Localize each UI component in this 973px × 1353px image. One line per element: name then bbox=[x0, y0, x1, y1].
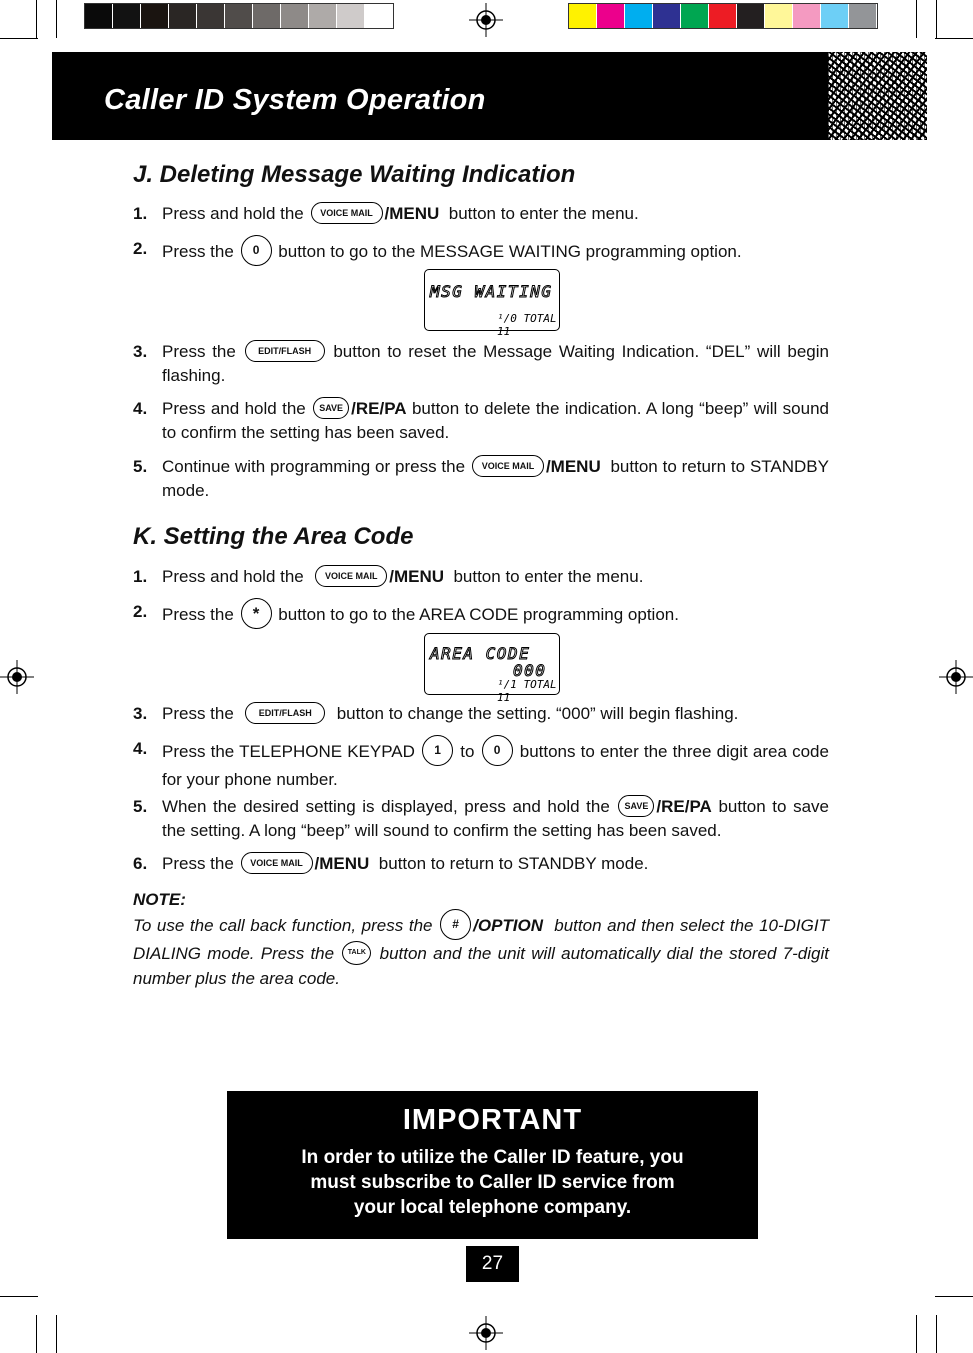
crop-mark bbox=[935, 1296, 973, 1297]
registration-mark-left bbox=[0, 660, 34, 694]
header-noise-pattern bbox=[828, 52, 927, 140]
important-title: IMPORTANT bbox=[402, 1104, 583, 1136]
hash-key-icon: # bbox=[440, 909, 471, 940]
color-swatch bbox=[597, 4, 625, 28]
note-label: NOTE: bbox=[133, 890, 186, 909]
edit-flash-key-icon: EDIT/FLASH bbox=[245, 702, 325, 724]
registration-mark-top bbox=[469, 3, 503, 37]
color-swatch bbox=[765, 4, 793, 28]
color-swatch bbox=[653, 4, 681, 28]
color-swatch bbox=[253, 4, 281, 28]
color-swatch bbox=[113, 4, 141, 28]
section-k-step-6: 6. Press the VOICE MAIL /MENU button to return to STANDBY mode. bbox=[133, 852, 829, 876]
voice-mail-key-icon: VOICE MAIL bbox=[315, 565, 387, 587]
crop-mark bbox=[0, 38, 38, 39]
section-j-step-1: 1. Press and hold the VOICE MAIL /MENU button to enter the menu. bbox=[133, 202, 829, 226]
crop-mark bbox=[36, 1315, 37, 1353]
color-swatch bbox=[309, 4, 337, 28]
section-k-step-2: 2. Press the * button to go to the AREA CODE programming option. bbox=[133, 600, 829, 631]
section-j-heading: J. Deleting Message Waiting Indication bbox=[133, 161, 576, 188]
crop-mark bbox=[935, 38, 973, 39]
color-swatch bbox=[709, 4, 737, 28]
save-key-icon: SAVE bbox=[313, 397, 349, 419]
color-swatch bbox=[793, 4, 821, 28]
section-j-step-2: 2. Press the 0 button to go to the MESSAGE WAITING programming option. bbox=[133, 237, 829, 268]
voice-mail-key-icon: VOICE MAIL bbox=[472, 455, 544, 477]
color-swatch bbox=[849, 4, 877, 28]
save-key-icon: SAVE bbox=[618, 795, 654, 817]
section-k-step-4: 4. Press the TELEPHONE KEYPAD 1 to 0 buttons to enter the three digit area code for your phone number. bbox=[133, 737, 829, 791]
registration-mark-bottom bbox=[469, 1316, 503, 1350]
voice-mail-key-icon: VOICE MAIL bbox=[311, 202, 383, 224]
color-swatch bbox=[141, 4, 169, 28]
zero-key-icon: 0 bbox=[241, 235, 272, 266]
color-swatch bbox=[337, 4, 365, 28]
color-swatch bbox=[225, 4, 253, 28]
page-number: 27 bbox=[466, 1246, 519, 1282]
crop-mark bbox=[36, 0, 37, 38]
color-swatch bbox=[197, 4, 225, 28]
color-swatch bbox=[681, 4, 709, 28]
section-k-step-3: 3. Press the EDIT/FLASH button to change the setting. “000” will begin flashing. bbox=[133, 702, 829, 726]
color-swatch bbox=[569, 4, 597, 28]
edit-flash-key-icon: EDIT/FLASH bbox=[245, 340, 325, 362]
page-title: Caller ID System Operation bbox=[104, 84, 486, 116]
crop-mark bbox=[916, 1315, 917, 1353]
section-k-step-1: 1. Press and hold the VOICE MAIL /MENU button to enter the menu. bbox=[133, 565, 829, 589]
crop-mark bbox=[916, 0, 917, 38]
one-key-icon: 1 bbox=[422, 735, 453, 766]
lcd-display-msg-waiting: MSG WAITING ¹/0 TOTAL 11 bbox=[424, 269, 560, 331]
section-j-step-5: 5. Continue with programming or press the VOICE MAIL /MENU button to return to STANDBY mode. bbox=[133, 455, 829, 502]
section-k-heading: K. Setting the Area Code bbox=[133, 523, 414, 550]
color-swatches bbox=[568, 3, 878, 29]
important-box bbox=[227, 1091, 758, 1239]
color-swatch bbox=[821, 4, 849, 28]
color-swatch bbox=[365, 4, 393, 28]
section-j-step-3: 3. Press the EDIT/FLASH button to reset the Message Waiting Indication. “DEL” will begin flashing. bbox=[133, 340, 829, 387]
crop-mark bbox=[56, 1315, 57, 1353]
color-swatch bbox=[625, 4, 653, 28]
grayscale-swatches bbox=[84, 3, 394, 29]
crop-mark bbox=[936, 1315, 937, 1353]
crop-mark bbox=[56, 0, 57, 38]
color-swatch bbox=[85, 4, 113, 28]
registration-mark-right bbox=[939, 660, 973, 694]
note-block: NOTE: To use the call back function, press the # /OPTION button and then select the 10-DIGIT DIALING mode. Press the TALK button and the unit will automatically dial the stored 7-digit number plus the area code. bbox=[133, 890, 829, 988]
zero-key-icon: 0 bbox=[482, 735, 513, 766]
star-key-icon: * bbox=[241, 598, 272, 629]
voice-mail-key-icon: VOICE MAIL bbox=[241, 852, 313, 874]
crop-mark bbox=[936, 0, 937, 38]
talk-key-icon: TALK bbox=[342, 941, 371, 965]
color-swatch bbox=[281, 4, 309, 28]
color-swatch bbox=[737, 4, 765, 28]
crop-mark bbox=[0, 1296, 38, 1297]
color-swatch bbox=[169, 4, 197, 28]
section-k-step-5: 5. When the desired setting is displayed, press and hold the SAVE /RE/PA button to save the setting. A long “beep” will sound to confirm the setting has been saved. bbox=[133, 795, 829, 842]
important-text: In order to utilize the Caller ID feature, you must subscribe to Caller ID service from your local telephone company. bbox=[301, 1147, 684, 1218]
section-j-step-4: 4. Press and hold the SAVE /RE/PA button to delete the indication. A long “beep” will sound to confirm the setting has been saved. bbox=[133, 397, 829, 444]
lcd-display-area-code: AREA CODE 000 ¹/1 TOTAL 11 bbox=[424, 633, 560, 695]
